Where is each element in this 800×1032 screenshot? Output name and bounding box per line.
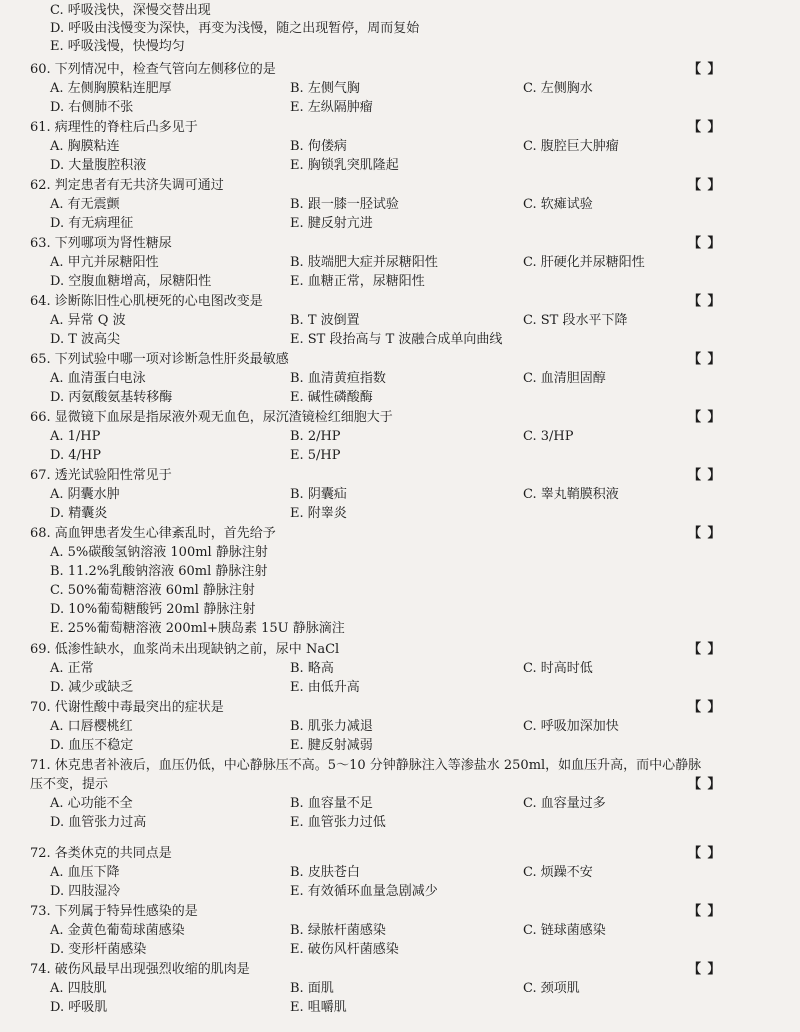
question-stem: 70. 代谢性酸中毒最突出的症状是 [30, 700, 224, 715]
answer-bracket[interactable]: 【 】 [688, 962, 722, 977]
option-c: C. 腹腔巨大肿瘤 [523, 139, 619, 154]
question-stem: 63. 下列哪项为肾性糖尿 [30, 236, 172, 251]
option-a: A. 心功能不全 [50, 796, 133, 811]
answer-bracket[interactable]: 【 】 [688, 904, 722, 919]
option-a: A. 1/HP [50, 429, 101, 444]
options-row [0, 503, 800, 525]
option-e: E. 左纵隔肿瘤 [290, 100, 373, 115]
answer-bracket[interactable]: 【 】 [688, 410, 722, 425]
option-a: A. 正常 [50, 661, 94, 676]
question-stem: 62. 判定患者有无共济失调可通过 [30, 178, 224, 193]
options-row [0, 735, 800, 757]
option-d: D. 丙氨酸氨基转移酶 [50, 390, 173, 405]
option-d: D. 4/HP [50, 448, 101, 463]
answer-bracket[interactable]: 【 】 [688, 294, 722, 309]
option-e: E. 25%葡萄糖溶液 200ml+胰岛素 15U 静脉滴注 [50, 621, 345, 636]
option-e: E. 呼吸浅慢，快慢均匀 [50, 39, 185, 54]
option-e: E. ST 段抬高与 T 波融合成单向曲线 [290, 332, 503, 347]
question-stem: 68. 高血钾患者发生心律紊乱时，首先给予 [30, 526, 276, 541]
option-d: D. 有无病理征 [50, 216, 134, 231]
option-c: C. 血容量过多 [523, 796, 606, 811]
option-d: D. 四肢湿冷 [50, 884, 121, 899]
options-row [0, 677, 800, 699]
option-d: D. 精囊炎 [50, 506, 108, 521]
option-e: E. 血管张力过低 [290, 815, 386, 830]
question-stem: 67. 透光试验阳性常见于 [30, 468, 172, 483]
option-d: D. 血管张力过高 [50, 815, 147, 830]
option-e: E. 5/HP [290, 448, 341, 463]
option-d: D. 呼吸由浅慢变为深快，再变为浅慢，随之出现暂停，周而复始 [50, 21, 420, 36]
option-c: C. 血清胆固醇 [523, 371, 606, 386]
option-c: C. 肝硬化并尿糖阳性 [523, 255, 645, 270]
option-c: C. 时高时低 [523, 661, 593, 676]
option-e: E. 胸锁乳突肌隆起 [290, 158, 399, 173]
option-d: D. 呼吸肌 [50, 1000, 108, 1015]
option-c: C. 颈项肌 [523, 981, 580, 996]
option-b: B. 佝偻病 [290, 139, 347, 154]
option-c: C. 呼吸加深加快 [523, 719, 619, 734]
question-stem: 66. 显微镜下血尿是指尿液外观无血色，尿沉渣镜检红细胞大于 [30, 410, 393, 425]
answer-bracket[interactable]: 【 】 [688, 468, 722, 483]
option-e: E. 附睾炎 [290, 506, 347, 521]
option-a: A. 金黄色葡萄球菌感染 [50, 923, 185, 938]
option-b: B. 2/HP [290, 429, 341, 444]
options-row [0, 939, 800, 961]
answer-bracket[interactable]: 【 】 [688, 846, 722, 861]
option-a: A. 阴囊水肿 [50, 487, 120, 502]
option-c: C. ST 段水平下降 [523, 313, 628, 328]
option-b: B. 肌张力减退 [290, 719, 373, 734]
option-a: A. 甲亢并尿糖阳性 [50, 255, 159, 270]
option-e: E. 碱性磷酸酶 [290, 390, 373, 405]
option-e: E. 破伤风杆菌感染 [290, 942, 399, 957]
answer-bracket[interactable]: 【 】 [688, 700, 722, 715]
options-row [0, 329, 800, 351]
options-row [0, 881, 800, 903]
option-a: A. 有无震颤 [50, 197, 120, 212]
option-e: E. 腱反射亢进 [290, 216, 373, 231]
option-b: B. 肢端肥大症并尿糖阳性 [290, 255, 438, 270]
option-c: C. 3/HP [523, 429, 574, 444]
option-b: B. 面肌 [290, 981, 334, 996]
options-row [0, 213, 800, 235]
option-d: D. 右侧肺不张 [50, 100, 134, 115]
answer-bracket[interactable]: 【 】 [688, 352, 722, 367]
answer-bracket[interactable]: 【 】 [688, 642, 722, 657]
option-c: C. 50%葡萄糖溶液 60ml 静脉注射 [50, 583, 255, 598]
options-row [0, 445, 800, 467]
option-e: E. 血糖正常，尿糖阳性 [290, 274, 425, 289]
option-c: C. 烦躁不安 [523, 865, 593, 880]
option-a: A. 5%碳酸氢钠溶液 100ml 静脉注射 [50, 545, 268, 560]
question-stem: 74. 破伤风最早出现强烈收缩的肌肉是 [30, 962, 250, 977]
option-b: B. T 波倒置 [290, 313, 360, 328]
option-c: C. 呼吸浅快，深慢交替出现 [50, 3, 211, 18]
options-row [0, 97, 800, 119]
option-b: B. 略高 [290, 661, 334, 676]
option-b: B. 阴囊疝 [290, 487, 347, 502]
option-e: E. 有效循环血量急剧减少 [290, 884, 438, 899]
answer-bracket[interactable]: 【 】 [688, 526, 722, 541]
question-stem: 69. 低渗性缺水，血浆尚未出现缺钠之前，尿中 NaCl [30, 642, 340, 657]
options-row [0, 387, 800, 409]
option-e: E. 咀嚼肌 [290, 1000, 347, 1015]
options-row [0, 812, 800, 834]
option-line [0, 618, 800, 640]
option-a: A. 血清蛋白电泳 [50, 371, 146, 386]
option-d: D. 变形杆菌感染 [50, 942, 147, 957]
options-row [0, 271, 800, 293]
options-row [0, 997, 800, 1019]
option-b: B. 血清黄疸指数 [290, 371, 386, 386]
option-d: D. 血压不稳定 [50, 738, 134, 753]
option-b: B. 左侧气胸 [290, 81, 360, 96]
answer-bracket[interactable]: 【 】 [688, 120, 722, 135]
option-c: C. 左侧胸水 [523, 81, 593, 96]
option-b: B. 血容量不足 [290, 796, 373, 811]
option-b: B. 皮肤苍白 [290, 865, 360, 880]
option-b: B. 跟一膝一胫试验 [290, 197, 399, 212]
answer-bracket[interactable]: 【 】 [688, 178, 722, 193]
question-stem-continued-text: 压不变，提示 [30, 777, 109, 792]
option-c: C. 软瘫试验 [523, 197, 593, 212]
option-a: A. 左侧胸膜粘连肥厚 [50, 81, 172, 96]
option-a: A. 口唇樱桃红 [50, 719, 133, 734]
question-stem: 73. 下列属于特异性感染的是 [30, 904, 198, 919]
option-c: C. 睾丸鞘膜积液 [523, 487, 619, 502]
option-d: D. 10%葡萄糖酸钙 20ml 静脉注射 [50, 602, 256, 617]
option-e: E. 腱反射减弱 [290, 738, 373, 753]
option-a: A. 异常 Q 波 [50, 313, 126, 328]
option-d: D. 大量腹腔积液 [50, 158, 147, 173]
question-stem: 64. 诊断陈旧性心肌梗死的心电图改变是 [30, 294, 263, 309]
answer-bracket[interactable]: 【 】 [688, 236, 722, 251]
option-e: E. 由低升高 [290, 680, 360, 695]
option-d: D. 空腹血糖增高，尿糖阳性 [50, 274, 212, 289]
option-b: B. 绿脓杆菌感染 [290, 923, 386, 938]
answer-bracket[interactable]: 【 】 [688, 62, 722, 77]
options-row [0, 155, 800, 177]
option-d: D. 减少或缺乏 [50, 680, 134, 695]
leading-options-row-3 [0, 36, 800, 58]
option-a: A. 血压下降 [50, 865, 120, 880]
question-stem: 61. 病理性的脊柱后凸多见于 [30, 120, 198, 135]
question-stem: 72. 各类休克的共同点是 [30, 846, 172, 861]
answer-bracket[interactable]: 【 】 [688, 777, 722, 792]
option-d: D. T 波高尖 [50, 332, 121, 347]
option-b: B. 11.2%乳酸钠溶液 60ml 静脉注射 [50, 564, 268, 579]
question-stem: 71. 休克患者补液后，血压仍低，中心静脉压不高。5～10 分钟静脉注入等渗盐水 250ml，如血压升高，而中心静脉 [30, 758, 702, 773]
option-c: C. 链球菌感染 [523, 923, 606, 938]
option-a: A. 胸膜粘连 [50, 139, 120, 154]
question-stem: 60. 下列情况中，检查气管向左侧移位的是 [30, 62, 276, 77]
option-a: A. 四肢肌 [50, 981, 107, 996]
question-stem: 65. 下列试验中哪一项对诊断急性肝炎最敏感 [30, 352, 289, 367]
